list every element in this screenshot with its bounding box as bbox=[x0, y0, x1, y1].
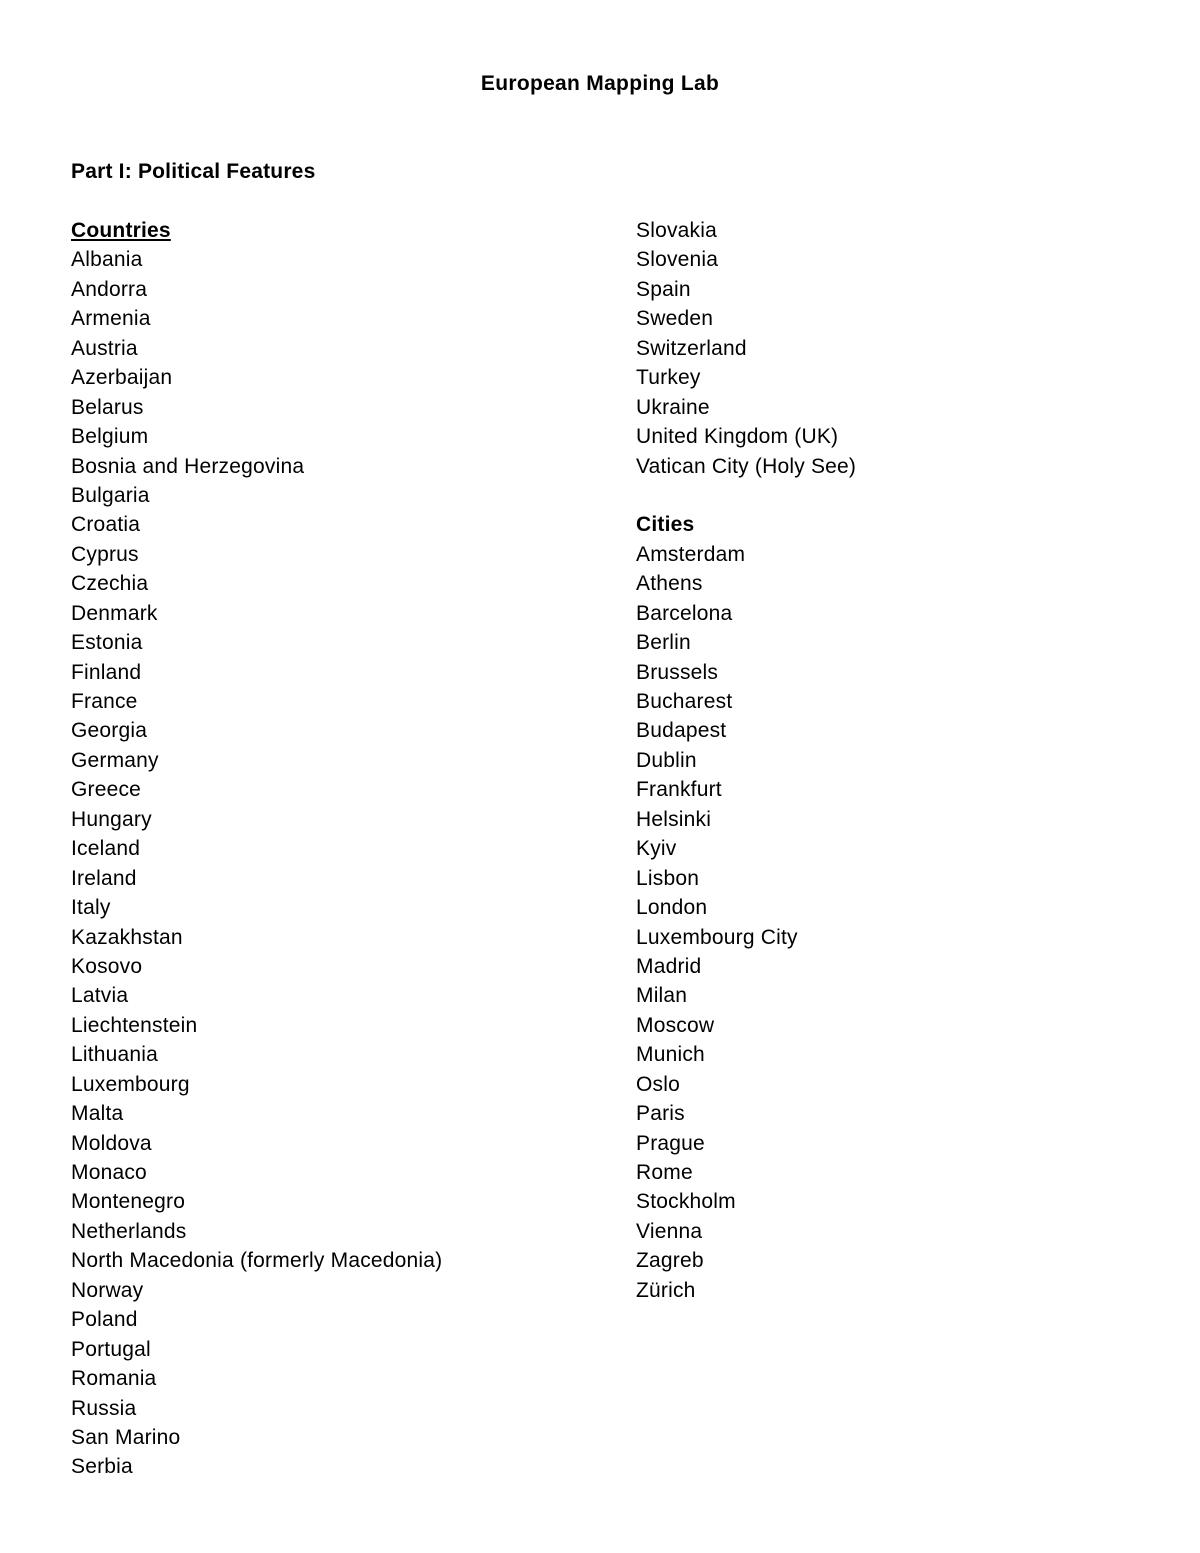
country-item: Austria bbox=[71, 336, 138, 360]
city-item: Luxembourg City bbox=[636, 925, 798, 949]
city-item: Stockholm bbox=[636, 1190, 736, 1214]
country-item: Malta bbox=[71, 1102, 124, 1126]
country-item: United Kingdom (UK) bbox=[636, 425, 839, 449]
country-item: Sweden bbox=[636, 307, 714, 331]
country-item: Italy bbox=[71, 896, 111, 920]
city-item: Madrid bbox=[636, 954, 702, 978]
city-item: Oslo bbox=[636, 1072, 680, 1096]
city-item: Milan bbox=[636, 984, 688, 1008]
countries-list-left bbox=[71, 216, 442, 1482]
country-item: North Macedonia (formerly Macedonia) bbox=[71, 1249, 443, 1273]
city-item: Helsinki bbox=[636, 807, 712, 831]
country-item: Kazakhstan bbox=[71, 925, 183, 949]
country-item: Moldova bbox=[71, 1131, 152, 1155]
city-item: Lisbon bbox=[636, 866, 700, 890]
country-item: Poland bbox=[71, 1308, 138, 1332]
country-item: Hungary bbox=[71, 807, 152, 831]
country-item: Lithuania bbox=[71, 1043, 159, 1067]
country-item: Armenia bbox=[71, 307, 151, 331]
city-item: Budapest bbox=[636, 719, 727, 743]
city-item: Zagreb bbox=[636, 1249, 704, 1273]
country-item: Germany bbox=[71, 748, 159, 772]
city-item: Dublin bbox=[636, 748, 697, 772]
country-item: Belarus bbox=[71, 395, 144, 419]
city-item: Paris bbox=[636, 1102, 685, 1126]
country-item: Slovenia bbox=[636, 248, 719, 272]
country-item: Bosnia and Herzegovina bbox=[71, 454, 305, 478]
country-item: Iceland bbox=[71, 837, 141, 861]
country-item: Albania bbox=[71, 248, 143, 272]
city-item: Moscow bbox=[636, 1013, 715, 1037]
country-item: Latvia bbox=[71, 984, 129, 1008]
city-item: Vienna bbox=[636, 1219, 703, 1243]
country-item: Azerbaijan bbox=[71, 366, 173, 390]
country-item: Cyprus bbox=[71, 542, 139, 566]
document-title: European Mapping Lab bbox=[480, 72, 720, 95]
city-item: Zürich bbox=[636, 1278, 696, 1302]
part-heading: Part I: Political Features bbox=[71, 160, 316, 183]
city-item: Munich bbox=[636, 1043, 705, 1067]
country-item: Belgium bbox=[71, 425, 149, 449]
country-item: San Marino bbox=[71, 1425, 181, 1449]
country-item: France bbox=[71, 690, 138, 713]
country-item: Greece bbox=[71, 778, 142, 802]
right-column bbox=[636, 216, 856, 1305]
country-item: Portugal bbox=[71, 1337, 151, 1361]
country-item: Liechtenstein bbox=[71, 1013, 198, 1037]
city-item: Bucharest bbox=[636, 690, 733, 713]
city-item: Prague bbox=[636, 1131, 705, 1155]
city-item: Rome bbox=[636, 1161, 693, 1184]
country-item: Netherlands bbox=[71, 1219, 187, 1243]
country-item: Serbia bbox=[71, 1455, 133, 1479]
country-item: Spain bbox=[636, 277, 691, 301]
city-item: Barcelona bbox=[636, 601, 733, 625]
country-item: Denmark bbox=[71, 601, 158, 625]
country-item: Czechia bbox=[71, 572, 149, 596]
country-item: Luxembourg bbox=[71, 1072, 190, 1096]
countries-heading: Countries bbox=[71, 219, 171, 242]
city-item: Berlin bbox=[636, 631, 691, 655]
city-item: Brussels bbox=[636, 660, 719, 684]
country-item: Ukraine bbox=[636, 395, 710, 419]
country-item: Vatican City (Holy See) bbox=[636, 454, 857, 478]
country-item: Croatia bbox=[71, 513, 141, 537]
country-item: Norway bbox=[71, 1278, 144, 1302]
city-item: Amsterdam bbox=[636, 542, 746, 566]
country-item: Ireland bbox=[71, 866, 137, 890]
cities-heading: Cities bbox=[636, 513, 695, 537]
country-item: Romania bbox=[71, 1367, 157, 1391]
country-item: Estonia bbox=[71, 631, 143, 655]
country-item: Turkey bbox=[636, 366, 701, 390]
city-item: Frankfurt bbox=[636, 778, 722, 802]
country-item: Finland bbox=[71, 660, 142, 684]
country-item: Kosovo bbox=[71, 954, 143, 978]
country-item: Monaco bbox=[71, 1161, 147, 1184]
city-item: London bbox=[636, 896, 708, 920]
country-item: Andorra bbox=[71, 277, 148, 301]
country-item: Russia bbox=[71, 1396, 137, 1420]
country-item: Switzerland bbox=[636, 336, 747, 360]
country-item: Bulgaria bbox=[71, 483, 150, 507]
country-item: Montenegro bbox=[71, 1190, 186, 1214]
city-item: Kyiv bbox=[636, 837, 677, 861]
city-item: Athens bbox=[636, 572, 703, 596]
section-spacer bbox=[636, 481, 856, 510]
country-item: Slovakia bbox=[636, 219, 717, 242]
country-item: Georgia bbox=[71, 719, 148, 743]
